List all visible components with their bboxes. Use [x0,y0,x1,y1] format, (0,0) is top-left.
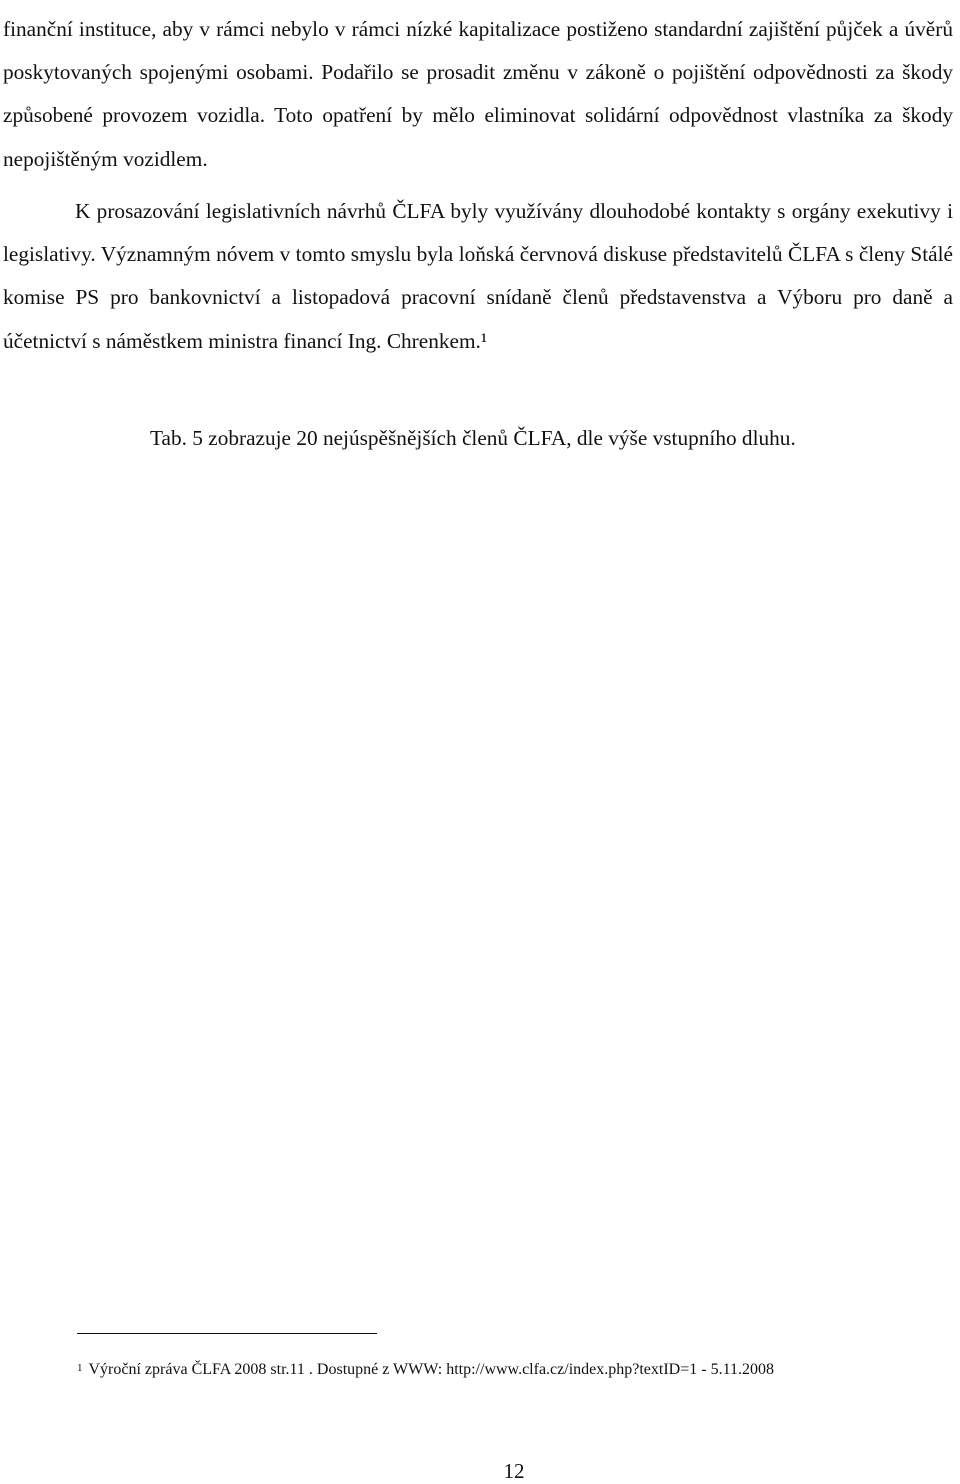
footnote-separator [77,1333,377,1334]
page-number: 12 [503,1459,525,1483]
paragraph-table-reference: Tab. 5 zobrazuje 20 nejúspěšnějších členů ČLFA, dle výše vstupního dluhu. [150,426,796,450]
footnote-marker: 1 [77,1362,83,1374]
footnote [77,1358,774,1382]
paragraph-insurance: finanční instituce, aby v rámci nebylo v rámci nízké kapitalizace postiženo standardní zajištění půjček a úvěrů poskytovaných spojenými osobami. Podařilo se prosadit změnu v zákoně o pojištění odpovědnosti za škody způsobené provozem vozidla. Toto opatření by mělo eliminovat solidární odpovědnost vlastníka za škody nepojištěným vozidlem. [3,17,953,171]
paragraph-legislative-text: K prosazování legislativních návrhů ČLFA byly využívány dlouhodobé kontakty s orgány exekutivy i legislativy. Významným nóvem v tomto smyslu byla loňská červnová diskuse představitelů ČLFA s členy Stálé komise PS pro bankovnictví a listopadová pracovní snídaně členů představenstva a Výboru pro daně a účetnictví s náměstkem ministra financí Ing. Chrenkem. [3,199,953,353]
paragraph-legislative-contacts [3,190,953,363]
footnote-reference: ¹ [480,328,488,353]
footnote-text: Výroční zpráva ČLFA 2008 str.11 . Dostupné z WWW: http://www.clfa.cz/index.php?textID=1 - 5.11.2008 [88,1361,774,1378]
